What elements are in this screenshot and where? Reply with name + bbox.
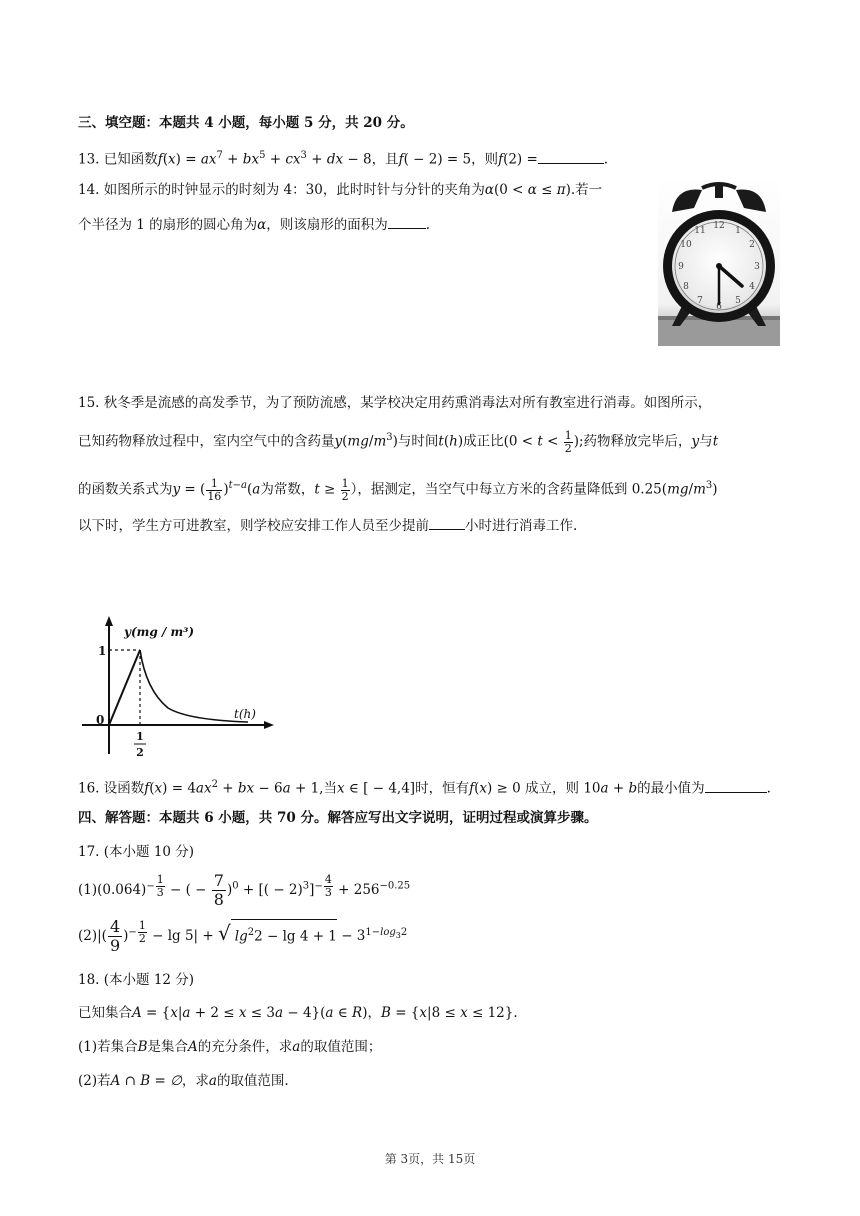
section-heading-solutions: 四、解答题：本题共 6 小题，共 70 分。解答应写出文字说明，证明过程或演算步骤。 bbox=[78, 810, 598, 826]
question-15-line1: 15. 秋冬季是流感的高发季节，为了预防流感，某学校决定用药熏消毒法对所有教室进行消毒。如图所示， bbox=[78, 395, 712, 411]
clock-number-12: 12 bbox=[713, 221, 725, 231]
clock-number-7: 7 bbox=[697, 296, 703, 306]
graph-origin: 0 bbox=[96, 713, 105, 727]
graph-y-tick: 1 bbox=[98, 644, 107, 658]
graph-x-label: t(h) bbox=[234, 707, 256, 721]
clock-number-5: 5 bbox=[735, 296, 741, 306]
clock-number-11: 11 bbox=[694, 226, 706, 236]
question-18-part1: (1)若集合B是集合A的充分条件，求a的取值范围； bbox=[78, 1039, 382, 1055]
clock-number-6: 6 bbox=[716, 302, 722, 312]
clock-number-4: 4 bbox=[749, 282, 755, 292]
graph-y-label: y(mg / m³) bbox=[124, 625, 195, 639]
question-18-line1: 已知集合A = {x|a + 2 ≤ x ≤ 3a − 4}(a ∈ R)，B = {x|8 ≤ x ≤ 12}. bbox=[78, 1005, 518, 1021]
question-18-title: 18. (本小题 12 分) bbox=[78, 972, 195, 988]
question-18-part2: (2)若A ∩ B = ∅，求a的取值范围. bbox=[78, 1073, 289, 1089]
clock-number-10: 10 bbox=[680, 240, 692, 250]
graph-x-tick-num: 1 bbox=[136, 730, 144, 743]
question-17-part2: (2)|( $\frac{4}{9}$ )$^{- \frac{1}{2}}$ − lg 5| + √ $\lg^22 - \lg 4 + 1 - 3^{1-log_32}$ bbox=[78, 917, 408, 955]
clock-number-3: 3 bbox=[754, 262, 760, 272]
question-14-line1: 14. 如图所示的时钟显示的时刻为 4：30，此时时针与分针的夹角为α(0 < α ≤ π).若一 bbox=[78, 182, 603, 198]
drug-concentration-graph bbox=[78, 612, 278, 762]
question-15-line3: 的函数关系式为y = ( $\frac{1}{16}$ )$^{t-a}$(a为常数，t ≥ $\frac{1}{2}$ ），据测定，当空气中每立方米的含药量降低到 $0.25(mg/m^3)$ bbox=[78, 476, 718, 503]
question-15-line4: 以下时，学生方可进教室，则学校应安排工作人员至少提前 小时进行消毒工作. bbox=[78, 515, 577, 536]
page-footer: 第 3页，共 15页 bbox=[384, 1152, 476, 1166]
question-15-line2: 已知药物释放过程中，室内空气中的含药量$y(mg/m^3)$与时间t(h)成正比(0 < t < $\frac{1}{2}$ );药物释放完毕后，y与t bbox=[78, 428, 719, 455]
clock-number-2: 2 bbox=[749, 240, 755, 250]
clock-number-8: 8 bbox=[683, 282, 689, 292]
question-16: 16. 设函数$f(x) = 4ax^2$ + bx − 6a + 1,当x ∈ [ − 4,4]时，恒有f(x) ≥ 0 成立，则 10a + b的最小值为 . bbox=[78, 779, 771, 797]
graph-x-tick-den: 2 bbox=[136, 746, 144, 759]
question-17-part1: $(1)(0.064)^{- \frac{1}{3}}$ − ( − $\frac{7}{8}$ )$^0$ + [( − 2)$^3$]$^{- \frac{4}{3}}$ + $256^{-0.25}$ bbox=[78, 871, 411, 909]
question-17-title: 17. (本小题 10 分) bbox=[78, 844, 195, 860]
clock-number-1: 1 bbox=[735, 226, 741, 236]
question-14-line2: 个半径为 1 的扇形的圆心角为α，则该扇形的面积为 . bbox=[78, 214, 430, 235]
clock-number-9: 9 bbox=[678, 262, 684, 272]
alarm-clock-image bbox=[658, 178, 780, 346]
section-heading-fill-in: 三、填空题：本题共 4 小题，每小题 5 分，共 20 分。 bbox=[78, 115, 414, 131]
question-13: 13. 已知函数$f(x) = ax^7 + bx^5 + cx^3$ + dx − 8，且f( − 2) = 5，则f(2) = . bbox=[78, 150, 609, 168]
